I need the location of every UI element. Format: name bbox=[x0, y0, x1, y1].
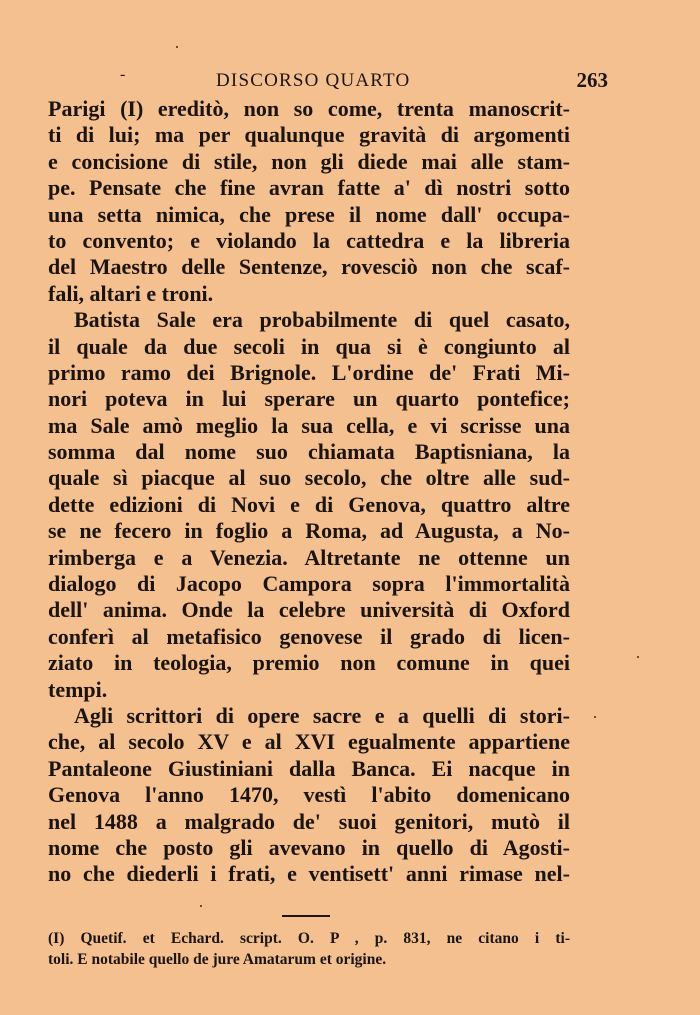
text-line: che, al secolo XV e al XVI egualmente appartiene bbox=[48, 729, 570, 755]
text-line: tempi. bbox=[48, 676, 108, 702]
ink-speck bbox=[176, 46, 178, 48]
text-line: Parigi (I) ereditò, non so come, trenta manoscrit- bbox=[48, 96, 570, 121]
text-line: quale sì piacque al suo secolo, che oltre alle sud- bbox=[48, 465, 570, 491]
footnote-line: toli. E notabile quello de jure Amatarum et origine. bbox=[48, 951, 387, 968]
footnote-rule bbox=[282, 915, 330, 917]
text-line: ma Sale amò meglio la sua cella, e vi scrisse una bbox=[48, 412, 570, 438]
text-line: dette edizioni di Novi e di Genova, quattro altre bbox=[48, 491, 570, 517]
text-line: nori poteva in lui sperare un quarto pontefice; bbox=[48, 386, 570, 412]
text-line: primo ramo dei Brignole. L'ordine de' Frati Mi- bbox=[48, 359, 570, 385]
text-line: ti di lui; ma per qualunque gravità di argomenti bbox=[48, 122, 570, 148]
header-dash: - bbox=[120, 66, 126, 83]
text-line: to convento; e violando la cattedra e la libreria bbox=[48, 227, 570, 253]
ink-speck bbox=[594, 716, 596, 718]
page-header bbox=[48, 66, 608, 96]
text-line: Genova l'anno 1470, vestì l'abito domenicano bbox=[48, 782, 570, 808]
text-line: no che diederli i frati, e ventisett' anni rimase nel- bbox=[48, 861, 570, 887]
ink-speck bbox=[200, 905, 202, 907]
text-line: Pantaleone Giustiniani dalla Banca. Ei nacque in bbox=[48, 755, 570, 781]
text-line: una setta nimica, che prese il nome dall' occupa- bbox=[48, 201, 570, 227]
text-line: Agli scrittori di opere sacre e a quelli di stori- bbox=[74, 702, 570, 728]
text-line: il quale da due secoli in qua si è congiunto al bbox=[48, 333, 570, 359]
text-line: conferì al metafisico genovese il grado di licen- bbox=[48, 623, 570, 649]
text-line: e concisione di stile, non gli diede mai alle stam- bbox=[48, 148, 570, 174]
page-number: 263 bbox=[576, 68, 608, 92]
text-line: Batista Sale era probabilmente di quel casato, bbox=[74, 307, 570, 333]
running-title: DISCORSO QUARTO bbox=[216, 70, 411, 91]
text-line: nome che posto gli avevano in quello di Agosti- bbox=[48, 834, 570, 860]
text-line: somma dal nome suo chiamata Baptisniana, la bbox=[48, 439, 570, 465]
text-line: nel 1488 a malgrado de' suoi genitori, mutò il bbox=[48, 808, 570, 834]
text-line: se ne fecero in foglio a Roma, ad Augusta, a No- bbox=[48, 518, 570, 544]
ink-speck bbox=[637, 656, 639, 658]
text-line: dell' anima. Onde la celebre università di Oxford bbox=[48, 597, 570, 623]
text-line: ziato in teologia, premio non comune in quei bbox=[48, 650, 570, 676]
text-line: rimberga e a Venezia. Altretante ne ottenne un bbox=[48, 544, 570, 570]
text-line: pe. Pensate che fine avran fatte a' dì nostri sotto bbox=[48, 175, 570, 201]
text-line: fali, altari e troni. bbox=[48, 280, 214, 306]
text-line: del Maestro delle Sentenze, rovesciò non che scaf- bbox=[48, 254, 570, 280]
footnote-line: (I) Quetif. et Echard. script. O. P , p. 831, ne citano i ti- bbox=[48, 930, 570, 947]
body-text bbox=[48, 96, 570, 888]
text-line: dialogo di Jacopo Campora sopra l'immortalità bbox=[48, 571, 570, 597]
footnote bbox=[48, 928, 570, 970]
